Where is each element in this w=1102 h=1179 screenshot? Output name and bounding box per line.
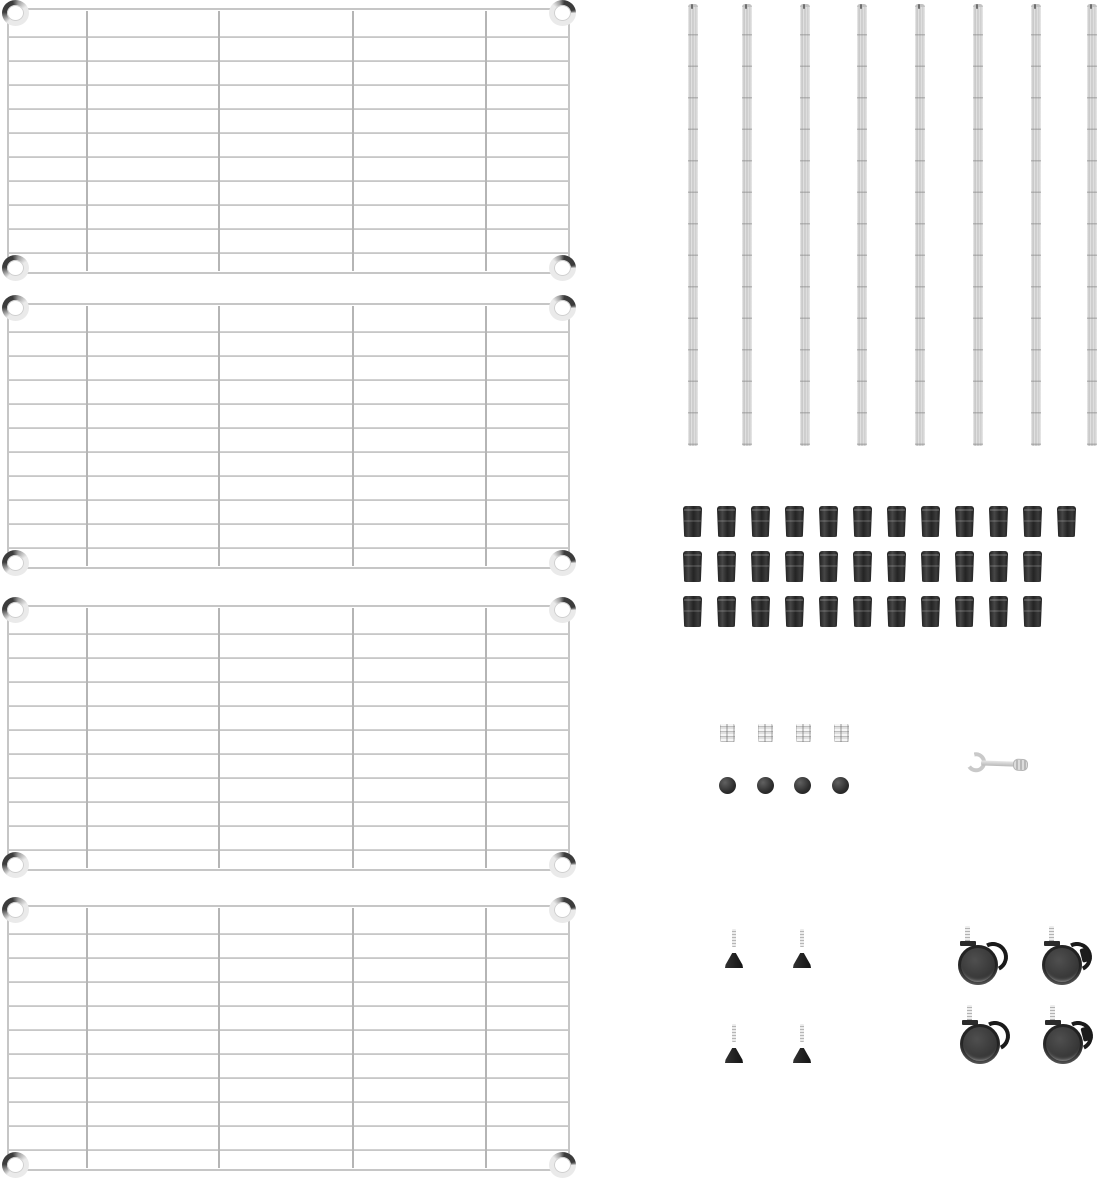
assembly-wrench xyxy=(966,750,1027,778)
foot-base-cone xyxy=(793,1048,811,1063)
collar-ring-hole xyxy=(554,1157,571,1173)
caster-wheel-with-brake xyxy=(1039,1005,1087,1064)
corner-collar-ring xyxy=(549,0,576,26)
corner-collar-ring xyxy=(2,897,29,923)
split-sleeve-clip xyxy=(989,551,1008,582)
shelf-vertical-wire xyxy=(86,608,88,868)
wire-shelf xyxy=(7,905,570,1171)
split-sleeve-clip xyxy=(819,506,838,537)
collar-ring-hole xyxy=(7,902,24,918)
corner-collar-ring xyxy=(2,0,29,26)
foot-threaded-stem xyxy=(800,1024,804,1042)
split-sleeve-clip xyxy=(989,506,1008,537)
collar-ring-hole xyxy=(7,5,24,21)
end-cap xyxy=(719,777,736,794)
shelf-vertical-wire xyxy=(485,306,487,566)
split-sleeve-clip xyxy=(887,506,906,537)
split-sleeve-clip xyxy=(785,506,804,537)
shelf-vertical-wire xyxy=(485,908,487,1168)
shelf-pole xyxy=(742,4,752,446)
corner-collar-ring xyxy=(549,1152,576,1178)
shelf-pole xyxy=(688,4,698,446)
corner-collar-ring xyxy=(549,852,576,878)
threaded-insert xyxy=(834,724,849,742)
split-sleeve-clip xyxy=(921,506,940,537)
shelf-vertical-wire xyxy=(86,306,88,566)
collar-ring-hole xyxy=(7,857,24,873)
wire-shelf xyxy=(7,303,570,569)
threaded-insert xyxy=(720,724,735,742)
collar-ring-hole xyxy=(554,300,571,316)
corner-collar-ring xyxy=(2,255,29,281)
collar-ring-hole xyxy=(554,902,571,918)
split-sleeve-clip xyxy=(751,506,770,537)
foot-threaded-stem xyxy=(800,929,804,947)
split-sleeve-clip xyxy=(921,551,940,582)
leveling-foot xyxy=(792,929,812,968)
split-sleeve-clip xyxy=(887,551,906,582)
collar-ring-hole xyxy=(7,602,24,618)
corner-collar-ring xyxy=(2,295,29,321)
corner-collar-ring xyxy=(2,852,29,878)
end-cap xyxy=(794,777,811,794)
split-sleeve-clip xyxy=(1023,506,1042,537)
split-sleeve-clip xyxy=(785,596,804,627)
collar-ring-hole xyxy=(7,555,24,571)
threaded-insert xyxy=(796,724,811,742)
wrench-grip-end xyxy=(1013,759,1028,772)
corner-collar-ring xyxy=(2,597,29,623)
collar-ring-hole xyxy=(7,1157,24,1173)
split-sleeve-clip xyxy=(751,596,770,627)
corner-collar-ring xyxy=(2,550,29,576)
end-cap xyxy=(832,777,849,794)
split-sleeve-clip xyxy=(717,506,736,537)
split-sleeve-clip xyxy=(785,551,804,582)
foot-base-cone xyxy=(725,1048,743,1063)
caster-wheel xyxy=(956,1005,1004,1064)
shelf-pole xyxy=(1031,4,1041,446)
foot-base-cone xyxy=(793,953,811,968)
shelf-vertical-wire xyxy=(352,608,354,868)
shelf-vertical-wire xyxy=(86,908,88,1168)
leveling-foot xyxy=(724,929,744,968)
corner-collar-ring xyxy=(549,597,576,623)
split-sleeve-clip xyxy=(887,596,906,627)
threaded-insert xyxy=(758,724,773,742)
split-sleeve-clip xyxy=(955,596,974,627)
shelf-vertical-wire xyxy=(218,11,220,271)
caster-wheel xyxy=(954,926,1002,985)
wrench-handle xyxy=(981,760,1017,766)
shelf-vertical-wire xyxy=(352,11,354,271)
foot-threaded-stem xyxy=(732,1024,736,1042)
split-sleeve-clip xyxy=(1023,551,1042,582)
collar-ring-hole xyxy=(7,260,24,276)
shelf-vertical-wire xyxy=(218,608,220,868)
collar-ring-hole xyxy=(554,602,571,618)
split-sleeve-clip xyxy=(989,596,1008,627)
leveling-foot xyxy=(724,1024,744,1063)
corner-collar-ring xyxy=(549,550,576,576)
wire-shelf xyxy=(7,605,570,871)
split-sleeve-clip xyxy=(683,596,702,627)
split-sleeve-clip xyxy=(1023,596,1042,627)
split-sleeve-clip xyxy=(853,551,872,582)
foot-threaded-stem xyxy=(732,929,736,947)
shelf-vertical-wire xyxy=(352,908,354,1168)
shelf-vertical-wire xyxy=(485,608,487,868)
end-cap xyxy=(757,777,774,794)
corner-collar-ring xyxy=(549,255,576,281)
collar-ring-hole xyxy=(554,260,571,276)
collar-ring-hole xyxy=(554,555,571,571)
corner-collar-ring xyxy=(2,1152,29,1178)
wire-shelf xyxy=(7,8,570,274)
shelf-vertical-wire xyxy=(485,11,487,271)
leveling-foot xyxy=(792,1024,812,1063)
shelf-pole xyxy=(800,4,810,446)
caster-wheel-with-brake xyxy=(1038,926,1086,985)
collar-ring-hole xyxy=(554,857,571,873)
shelf-vertical-wire xyxy=(352,306,354,566)
collar-ring-hole xyxy=(7,300,24,316)
shelf-vertical-wire xyxy=(86,11,88,271)
split-sleeve-clip xyxy=(751,551,770,582)
split-sleeve-clip xyxy=(1057,506,1076,537)
shelf-pole xyxy=(1087,4,1097,446)
split-sleeve-clip xyxy=(955,551,974,582)
split-sleeve-clip xyxy=(819,551,838,582)
corner-collar-ring xyxy=(549,897,576,923)
shelf-pole xyxy=(915,4,925,446)
split-sleeve-clip xyxy=(717,596,736,627)
split-sleeve-clip xyxy=(853,506,872,537)
split-sleeve-clip xyxy=(853,596,872,627)
corner-collar-ring xyxy=(549,295,576,321)
shelf-vertical-wire xyxy=(218,908,220,1168)
shelf-pole xyxy=(857,4,867,446)
split-sleeve-clip xyxy=(921,596,940,627)
shelf-pole xyxy=(973,4,983,446)
shelf-vertical-wire xyxy=(218,306,220,566)
split-sleeve-clip xyxy=(683,506,702,537)
split-sleeve-clip xyxy=(683,551,702,582)
split-sleeve-clip xyxy=(717,551,736,582)
foot-base-cone xyxy=(725,953,743,968)
split-sleeve-clip xyxy=(819,596,838,627)
collar-ring-hole xyxy=(554,5,571,21)
split-sleeve-clip xyxy=(955,506,974,537)
